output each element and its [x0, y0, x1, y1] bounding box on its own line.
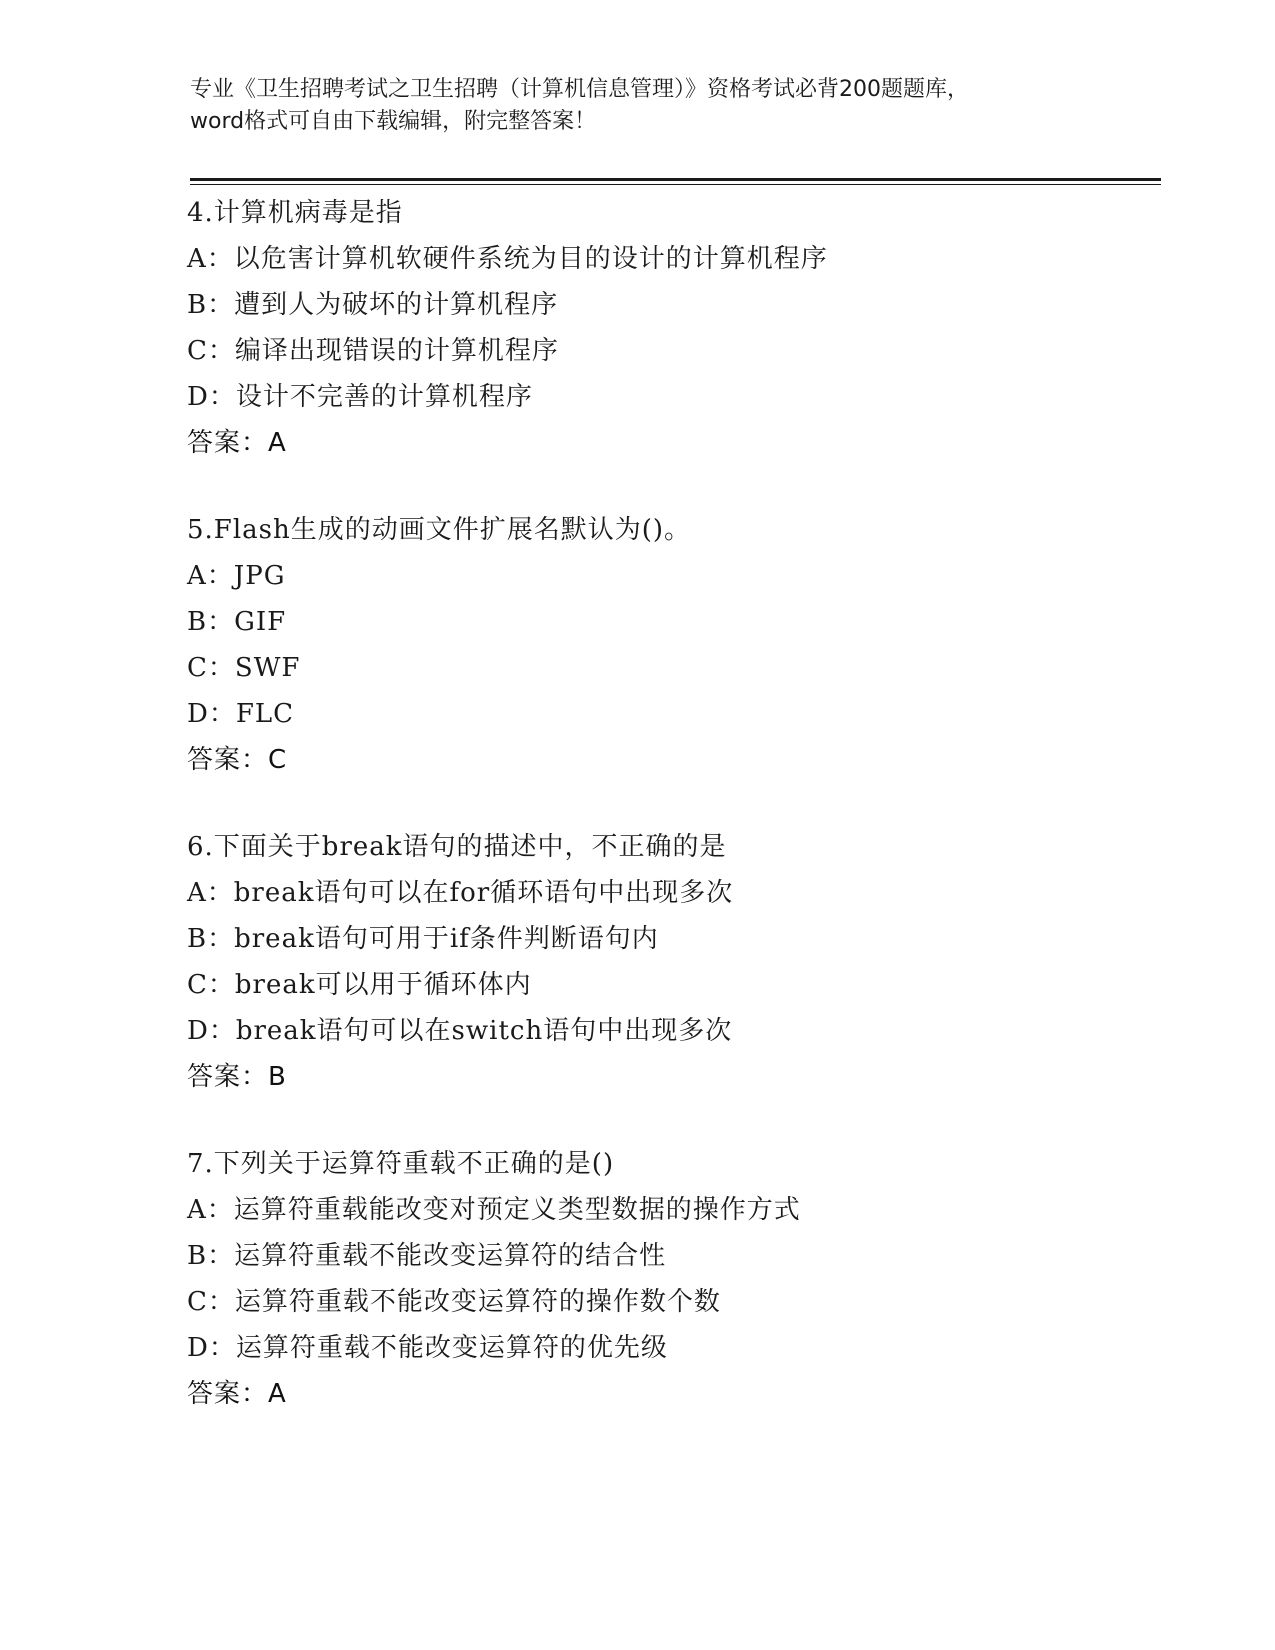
option-c: C：break可以用于循环体内 — [187, 970, 532, 1000]
option-a: A：break语句可以在for循环语句中出现多次 — [187, 878, 734, 908]
header-title-line-1: 专业《卫生招聘考试之卫生招聘（计算机信息管理）》资格考试必背200题题库， — [190, 77, 969, 102]
header-title-line-2: word格式可自由下载编辑，附完整答案！ — [190, 109, 597, 134]
option-b: B：遭到人为破坏的计算机程序 — [187, 290, 559, 320]
option-a: A：以危害计算机软硬件系统为目的设计的计算机程序 — [187, 244, 828, 274]
option-b: B：GIF — [187, 607, 287, 637]
answer-label: 答案：C — [187, 745, 288, 775]
option-b: B：运算符重载不能改变运算符的结合性 — [187, 1241, 667, 1271]
option-b: B：break语句可用于if条件判断语句内 — [187, 924, 659, 954]
question-stem: 7.下列关于运算符重载不正确的是() — [187, 1149, 615, 1179]
answer-label: 答案：A — [187, 1379, 287, 1409]
option-c: C：编译出现错误的计算机程序 — [187, 336, 559, 366]
option-d: D：运算符重载不能改变运算符的优先级 — [187, 1333, 668, 1363]
question-4 — [187, 190, 1167, 466]
header-divider-thin — [190, 184, 1161, 185]
option-c: C：SWF — [187, 653, 301, 683]
question-list — [187, 190, 1167, 1458]
option-d: D：FLC — [187, 699, 295, 729]
header-divider-thick — [190, 178, 1161, 181]
question-5 — [187, 507, 1167, 783]
question-7 — [187, 1141, 1167, 1417]
option-a: A：JPG — [187, 561, 286, 591]
option-c: C：运算符重载不能改变运算符的操作数个数 — [187, 1287, 721, 1317]
answer-label: 答案：B — [187, 1062, 287, 1092]
question-stem: 5.Flash生成的动画文件扩展名默认为()。 — [187, 515, 692, 545]
question-stem: 4.计算机病毒是指 — [187, 198, 403, 228]
option-a: A：运算符重载能改变对预定义类型数据的操作方式 — [187, 1195, 801, 1225]
option-d: D：设计不完善的计算机程序 — [187, 382, 533, 412]
question-stem: 6.下面关于break语句的描述中，不正确的是 — [187, 832, 727, 862]
option-d: D：break语句可以在switch语句中出现多次 — [187, 1016, 733, 1046]
question-6 — [187, 824, 1167, 1100]
answer-label: 答案：A — [187, 428, 287, 458]
document-header — [190, 74, 1090, 138]
